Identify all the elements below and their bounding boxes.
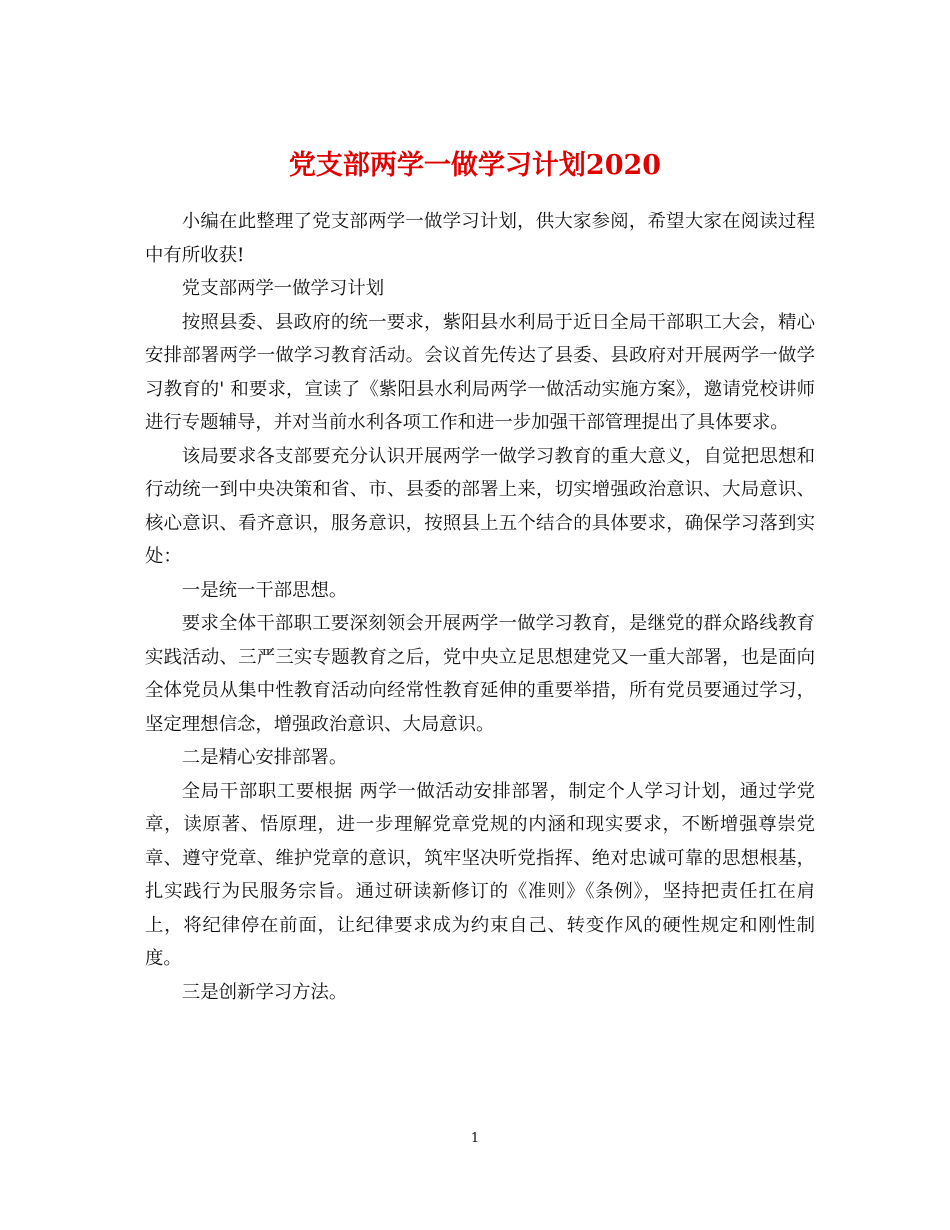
paragraph-point-one-detail: 要求全体干部职工要深刻领会开展两学一做学习教育，是继党的群众路线教育实践活动、三严三实专题教育之后，党中央立足思想建党又一重大部署，也是面向全体党员从集中性教育活动向经常性教育延伸的重要举措，所有党员要通过学习，坚定理想信念，增强政治意识、大局意识。 bbox=[145, 613, 815, 735]
document-body bbox=[145, 205, 815, 1009]
paragraph-meeting: 按照县委、县政府的统一要求，紫阳县水利局于近日全局干部职工大会，精心安排部署两学一做学习教育活动。会议首先传达了县委、县政府对开展两学一做学习教育的' 和要求，宣读了《紫阳县水利局两学一做活动实施方案》，邀请党校讲师进行专题辅导，并对当前水利各项工作和进一步加强干部管理提出了具体要求。 bbox=[145, 311, 815, 433]
paragraph-point-two-detail: 全局干部职工要根据 两学一做活动安排部署，制定个人学习计划，通过学党章，读原著、悟原理，进一步理解党章党规的内涵和现实要求，不断增强尊崇党章、遵守党章、维护党章的意识，筑牢坚决听党指挥、绝对忠诚可靠的思想根基，扎实践行为民服务宗旨。通过研读新修订的《准则》《条例》，坚持把责任扛在肩上，将纪律停在前面，让纪律要求成为约束自己、转变作风的硬性规定和刚性制度。 bbox=[145, 780, 815, 969]
paragraph-point-two: 二是精心安排部署。 bbox=[181, 747, 348, 768]
paragraph-point-one: 一是统一干部思想。 bbox=[181, 579, 348, 601]
paragraph-intro: 小编在此整理了党支部两学一做学习计划，供大家参阅，希望大家在阅读过程中有所收获! bbox=[145, 211, 815, 266]
page-number: 1 bbox=[470, 1131, 480, 1146]
paragraph-heading: 党支部两学一做学习计划 bbox=[181, 278, 385, 299]
document-title: 党支部两学一做学习计划2020 bbox=[288, 150, 662, 182]
paragraph-requirements: 该局要求各支部要充分认识开展两学一做学习教育的重大意义，自觉把思想和行动统一到中央决策和省、市、县委的部署上来，切实增强政治意识、大局意识、核心意识、看齐意识，服务意识，按照县上五个结合的具体要求，确保学习落到实处： bbox=[145, 445, 815, 567]
paragraph-point-three: 三是创新学习方法。 bbox=[181, 981, 348, 1003]
